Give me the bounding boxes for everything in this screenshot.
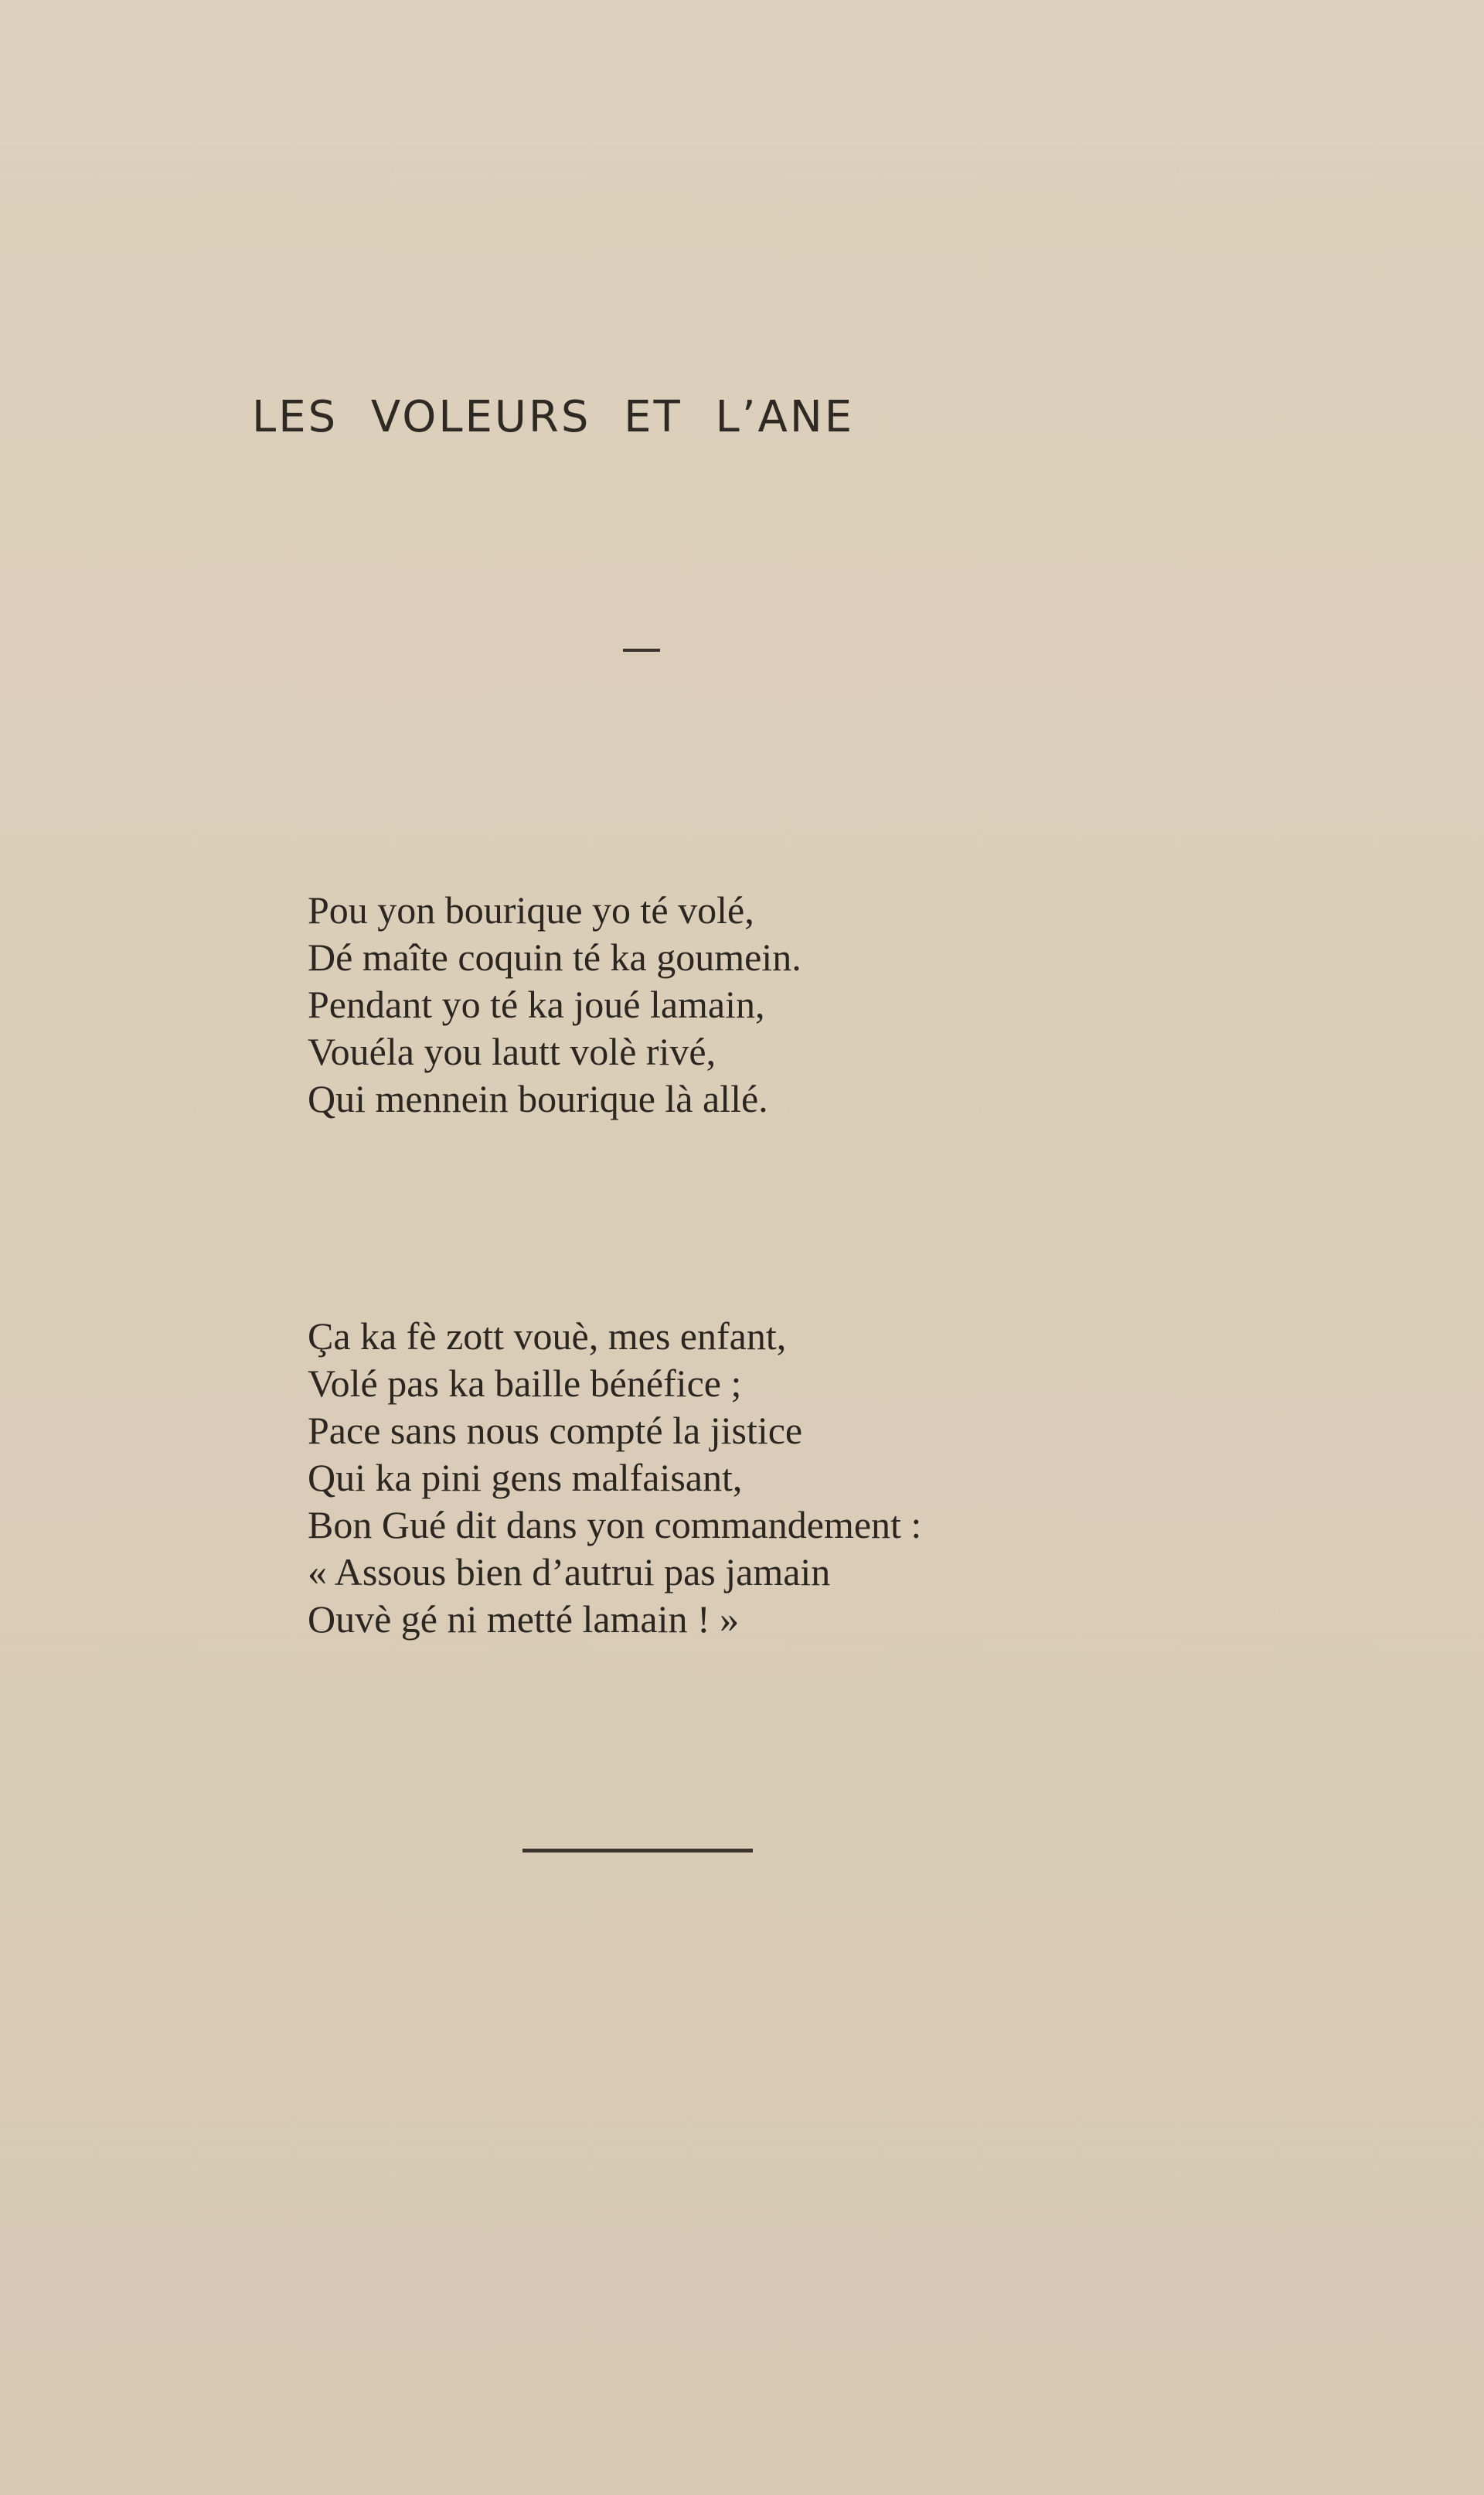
stanza-2	[308, 1313, 921, 1643]
verse-line: Ouvè gé ni metté lamain ! »	[308, 1597, 740, 1641]
verse-line: Volé pas ka baille bénéfice ;	[308, 1362, 742, 1405]
verse-line: Pace sans nous compté la jistice	[308, 1409, 803, 1452]
verse-line: Pendant yo té ka joué lamain,	[308, 983, 765, 1026]
stanza-1	[308, 887, 802, 1123]
verse-line: « Assous bien d’autrui pas jamain	[308, 1550, 831, 1593]
verse-line: Bon Gué dit dans yon commandement :	[308, 1503, 922, 1546]
verse-line: Vouéla you lautt volè rivé,	[308, 1030, 716, 1073]
verse-line: Pou yon bourique yo té volé,	[308, 888, 754, 932]
verse-line: Dé maîte coquin té ka goumein.	[308, 936, 802, 979]
verse-line: Qui mennein bourique là allé.	[308, 1077, 768, 1120]
end-rule	[522, 1849, 753, 1853]
verse-line: Qui ka pini gens malfaisant,	[308, 1456, 743, 1499]
poem-title: LES VOLEURS ET L’ANE	[252, 392, 855, 442]
verse-line: Ça ka fè zott vouè, mes enfant,	[308, 1314, 787, 1358]
title-separator	[623, 649, 660, 652]
